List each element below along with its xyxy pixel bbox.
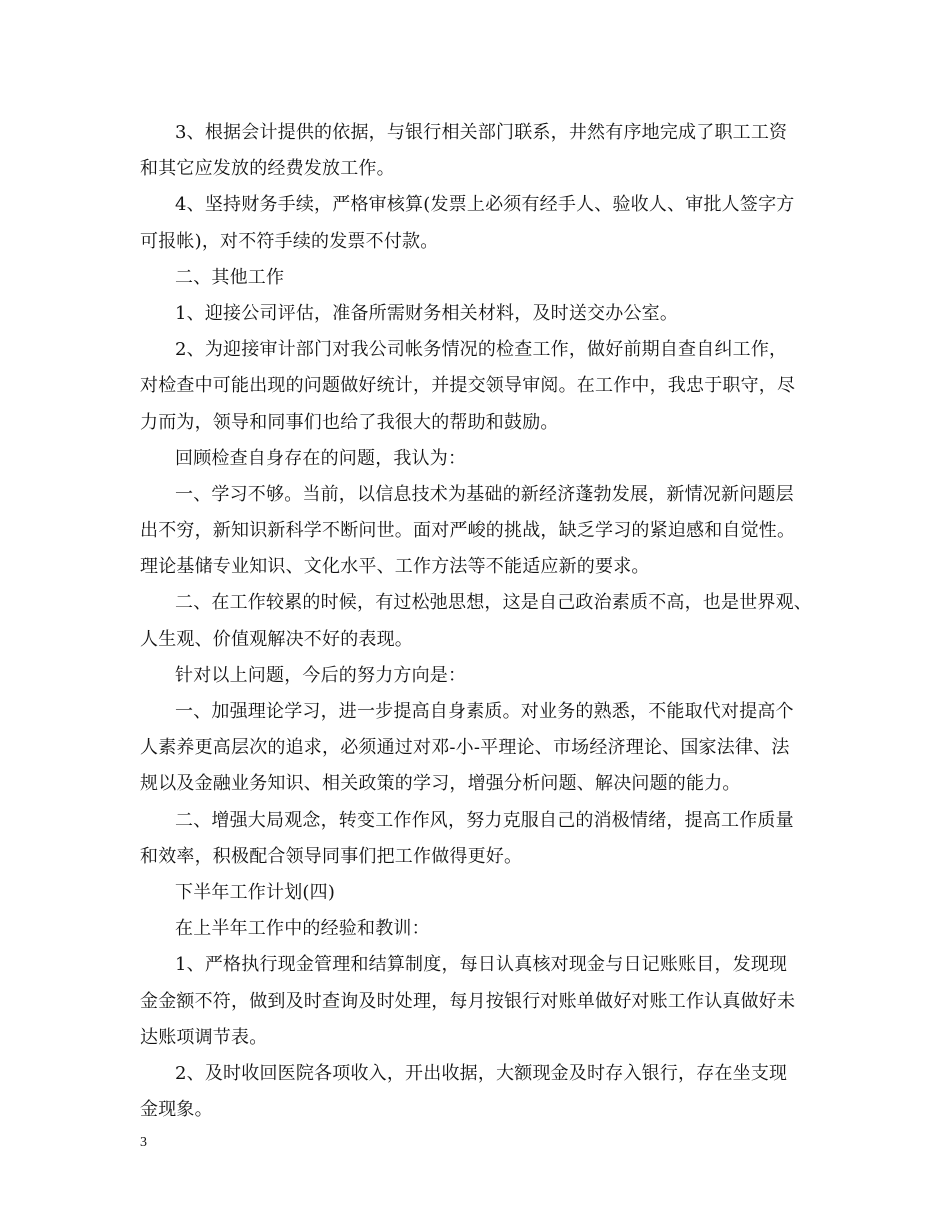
text-line: 一、学习不够。当前，以信息技术为基础的新经济蓬勃发展，新情况新问题层 — [175, 483, 794, 505]
document-body — [140, 115, 820, 1128]
text-line: 4、坚持财务手续，严格审核算(发票上必须有经手人、验收人、审批人签字方 — [175, 194, 795, 216]
page-number: 3 — [140, 1135, 147, 1150]
text-line: 1、严格执行现金管理和结算制度，每日认真核对现金与日记账账目，发现现 — [175, 954, 788, 976]
text-line: 和其它应发放的经费发放工作。 — [140, 158, 395, 180]
text-line: 回顾检查自身存在的问题，我认为： — [175, 447, 467, 469]
text-line: 金现象。 — [140, 1099, 213, 1121]
text-line: 二、增强大局观念，转变工作作风，努力克服自己的消极情绪，提高工作质量 — [175, 809, 794, 831]
text-line: 金金额不符，做到及时查询及时处理，每月按银行对账单做好对账工作认真做好未 — [140, 990, 796, 1012]
text-line: 对检查中可能出现的问题做好统计，并提交领导审阅。在工作中，我忠于职守，尽 — [140, 375, 796, 397]
text-line: 可报帐)，对不符手续的发票不付款。 — [140, 230, 439, 252]
text-line: 3、根据会计提供的依据，与银行相关部门联系，井然有序地完成了职工工资 — [175, 122, 788, 143]
text-line: 规以及金融业务知识、相关政策的学习，增强分析问题、解决问题的能力。 — [140, 773, 741, 795]
section-heading: 二、其他工作 — [175, 266, 285, 288]
text-line: 2、及时收回医院各项收入，开出收据，大额现金及时存入银行，存在坐支现 — [175, 1062, 788, 1084]
text-line: 达账项调节表。 — [140, 1026, 268, 1048]
text-line: 理论基储专业知识、文化水平、工作方法等不能适应新的要求。 — [140, 556, 650, 578]
text-line: 力而为，领导和同事们也给了我很大的帮助和鼓励。 — [140, 411, 559, 433]
text-line: 一、加强理论学习，进一步提高自身素质。对业务的熟悉，不能取代对提高个 — [175, 701, 794, 722]
text-line: 1、迎接公司评估，准备所需财务相关材料，及时送交办公室。 — [175, 302, 679, 324]
text-line: 2、为迎接审计部门对我公司帐务情况的检查工作，做好前期自查自纠工作， — [175, 339, 788, 361]
text-line: 二、在工作较累的时候，有过松弛思想，这是自己政治素质不高，也是世界观、 — [175, 592, 812, 614]
text-line: 人生观、价值观解决不好的表现。 — [140, 628, 413, 650]
text-line: 出不穷，新知识新科学不断问世。面对严峻的挑战，缺乏学习的紧迫感和自觉性。 — [140, 520, 796, 542]
section-heading: 下半年工作计划(四) — [175, 881, 336, 903]
text-line: 和效率，积极配合领导同事们把工作做得更好。 — [140, 845, 523, 867]
text-line: 人素养更高层次的追求，必须通过对邓-小-平理论、市场经济理论、国家法律、法 — [140, 737, 790, 759]
text-line: 在上半年工作中的经验和教训： — [175, 918, 430, 940]
text-line: 针对以上问题，今后的努力方向是： — [175, 664, 467, 686]
